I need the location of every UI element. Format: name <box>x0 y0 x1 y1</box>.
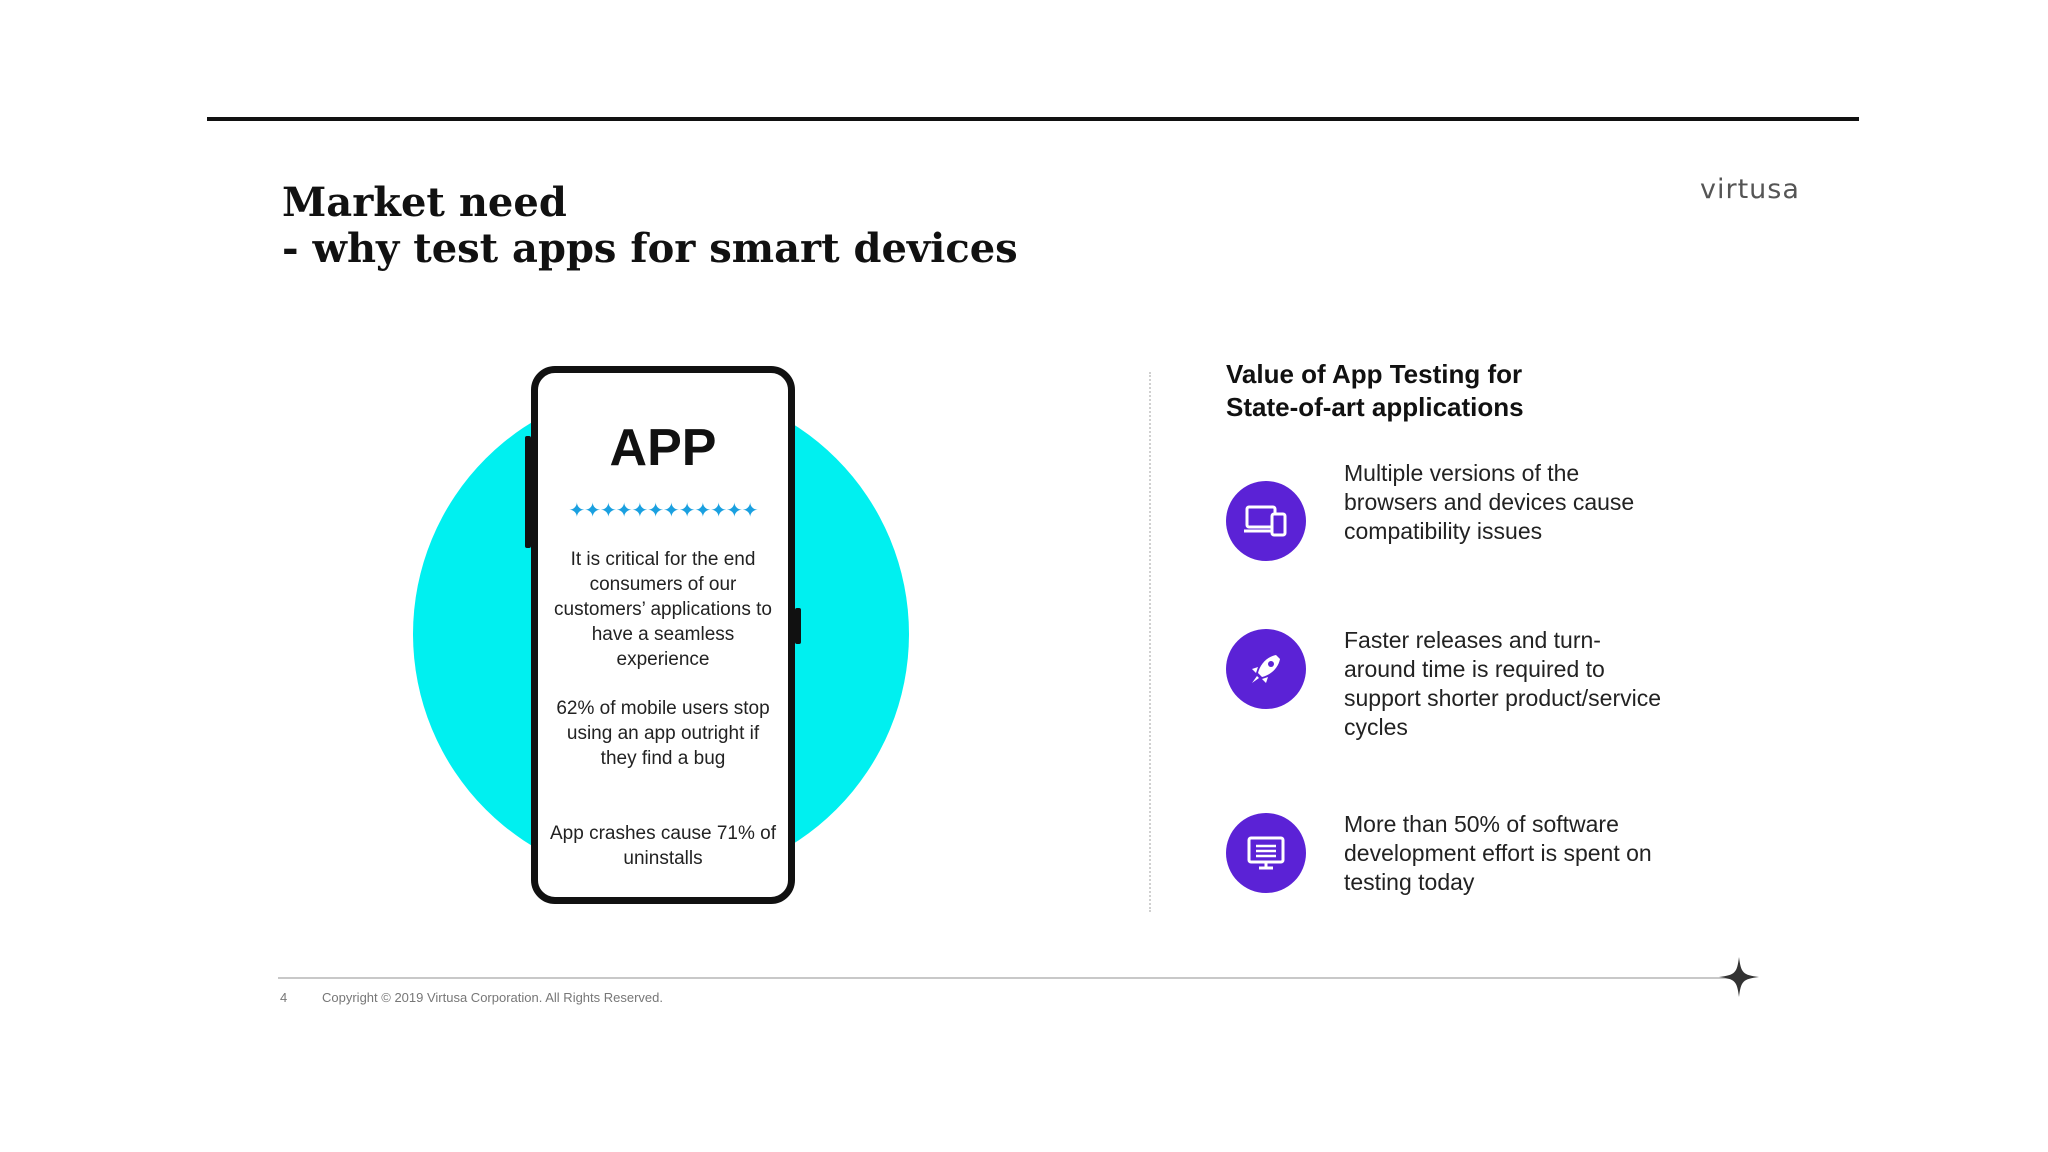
sparkle-icon <box>1717 955 1761 1004</box>
value-text-testing-effort: More than 50% of software development effort is spent on testing today <box>1344 811 1652 895</box>
phone-side-button-right <box>795 608 801 644</box>
monitor-list-icon <box>1226 813 1306 893</box>
slide-title <box>282 180 1018 272</box>
star-rating-row: ✦✦✦✦✦✦✦✦✦✦✦✦ <box>568 500 758 522</box>
title-line-1: Market need <box>282 179 567 226</box>
phone-text-seamless: It is critical for the end consumers of our customers’ applications to have a seamless experience <box>554 549 772 670</box>
rocket-icon <box>1226 629 1306 709</box>
footer-rule <box>278 977 1738 979</box>
phone-text-bug-stat: 62% of mobile users stop using an app outright if they find a bug <box>556 698 770 769</box>
value-heading <box>1226 358 1524 424</box>
copyright-notice: Copyright © 2019 Virtusa Corporation. All Rights Reserved. <box>322 990 664 1005</box>
value-text-compatibility: Multiple versions of the browsers and devices cause compatibility issues <box>1344 460 1635 544</box>
phone-text-crash-stat: App crashes cause 71% of uninstalls <box>549 823 777 869</box>
virtusa-logo: virtusa <box>1700 174 1800 205</box>
top-rule <box>207 117 1859 121</box>
page-number: 4 <box>280 990 288 1005</box>
value-text-releases: Faster releases and turn-around time is required to support shorter product/service cycles <box>1344 627 1662 740</box>
value-heading-line-2: State-of-art applications <box>1226 392 1524 422</box>
vertical-divider <box>1149 372 1151 912</box>
title-line-2: - why test apps for smart devices <box>282 225 1018 272</box>
app-label: APP <box>609 419 717 477</box>
value-heading-line-1: Value of App Testing for <box>1226 359 1523 389</box>
devices-icon <box>1226 481 1306 561</box>
